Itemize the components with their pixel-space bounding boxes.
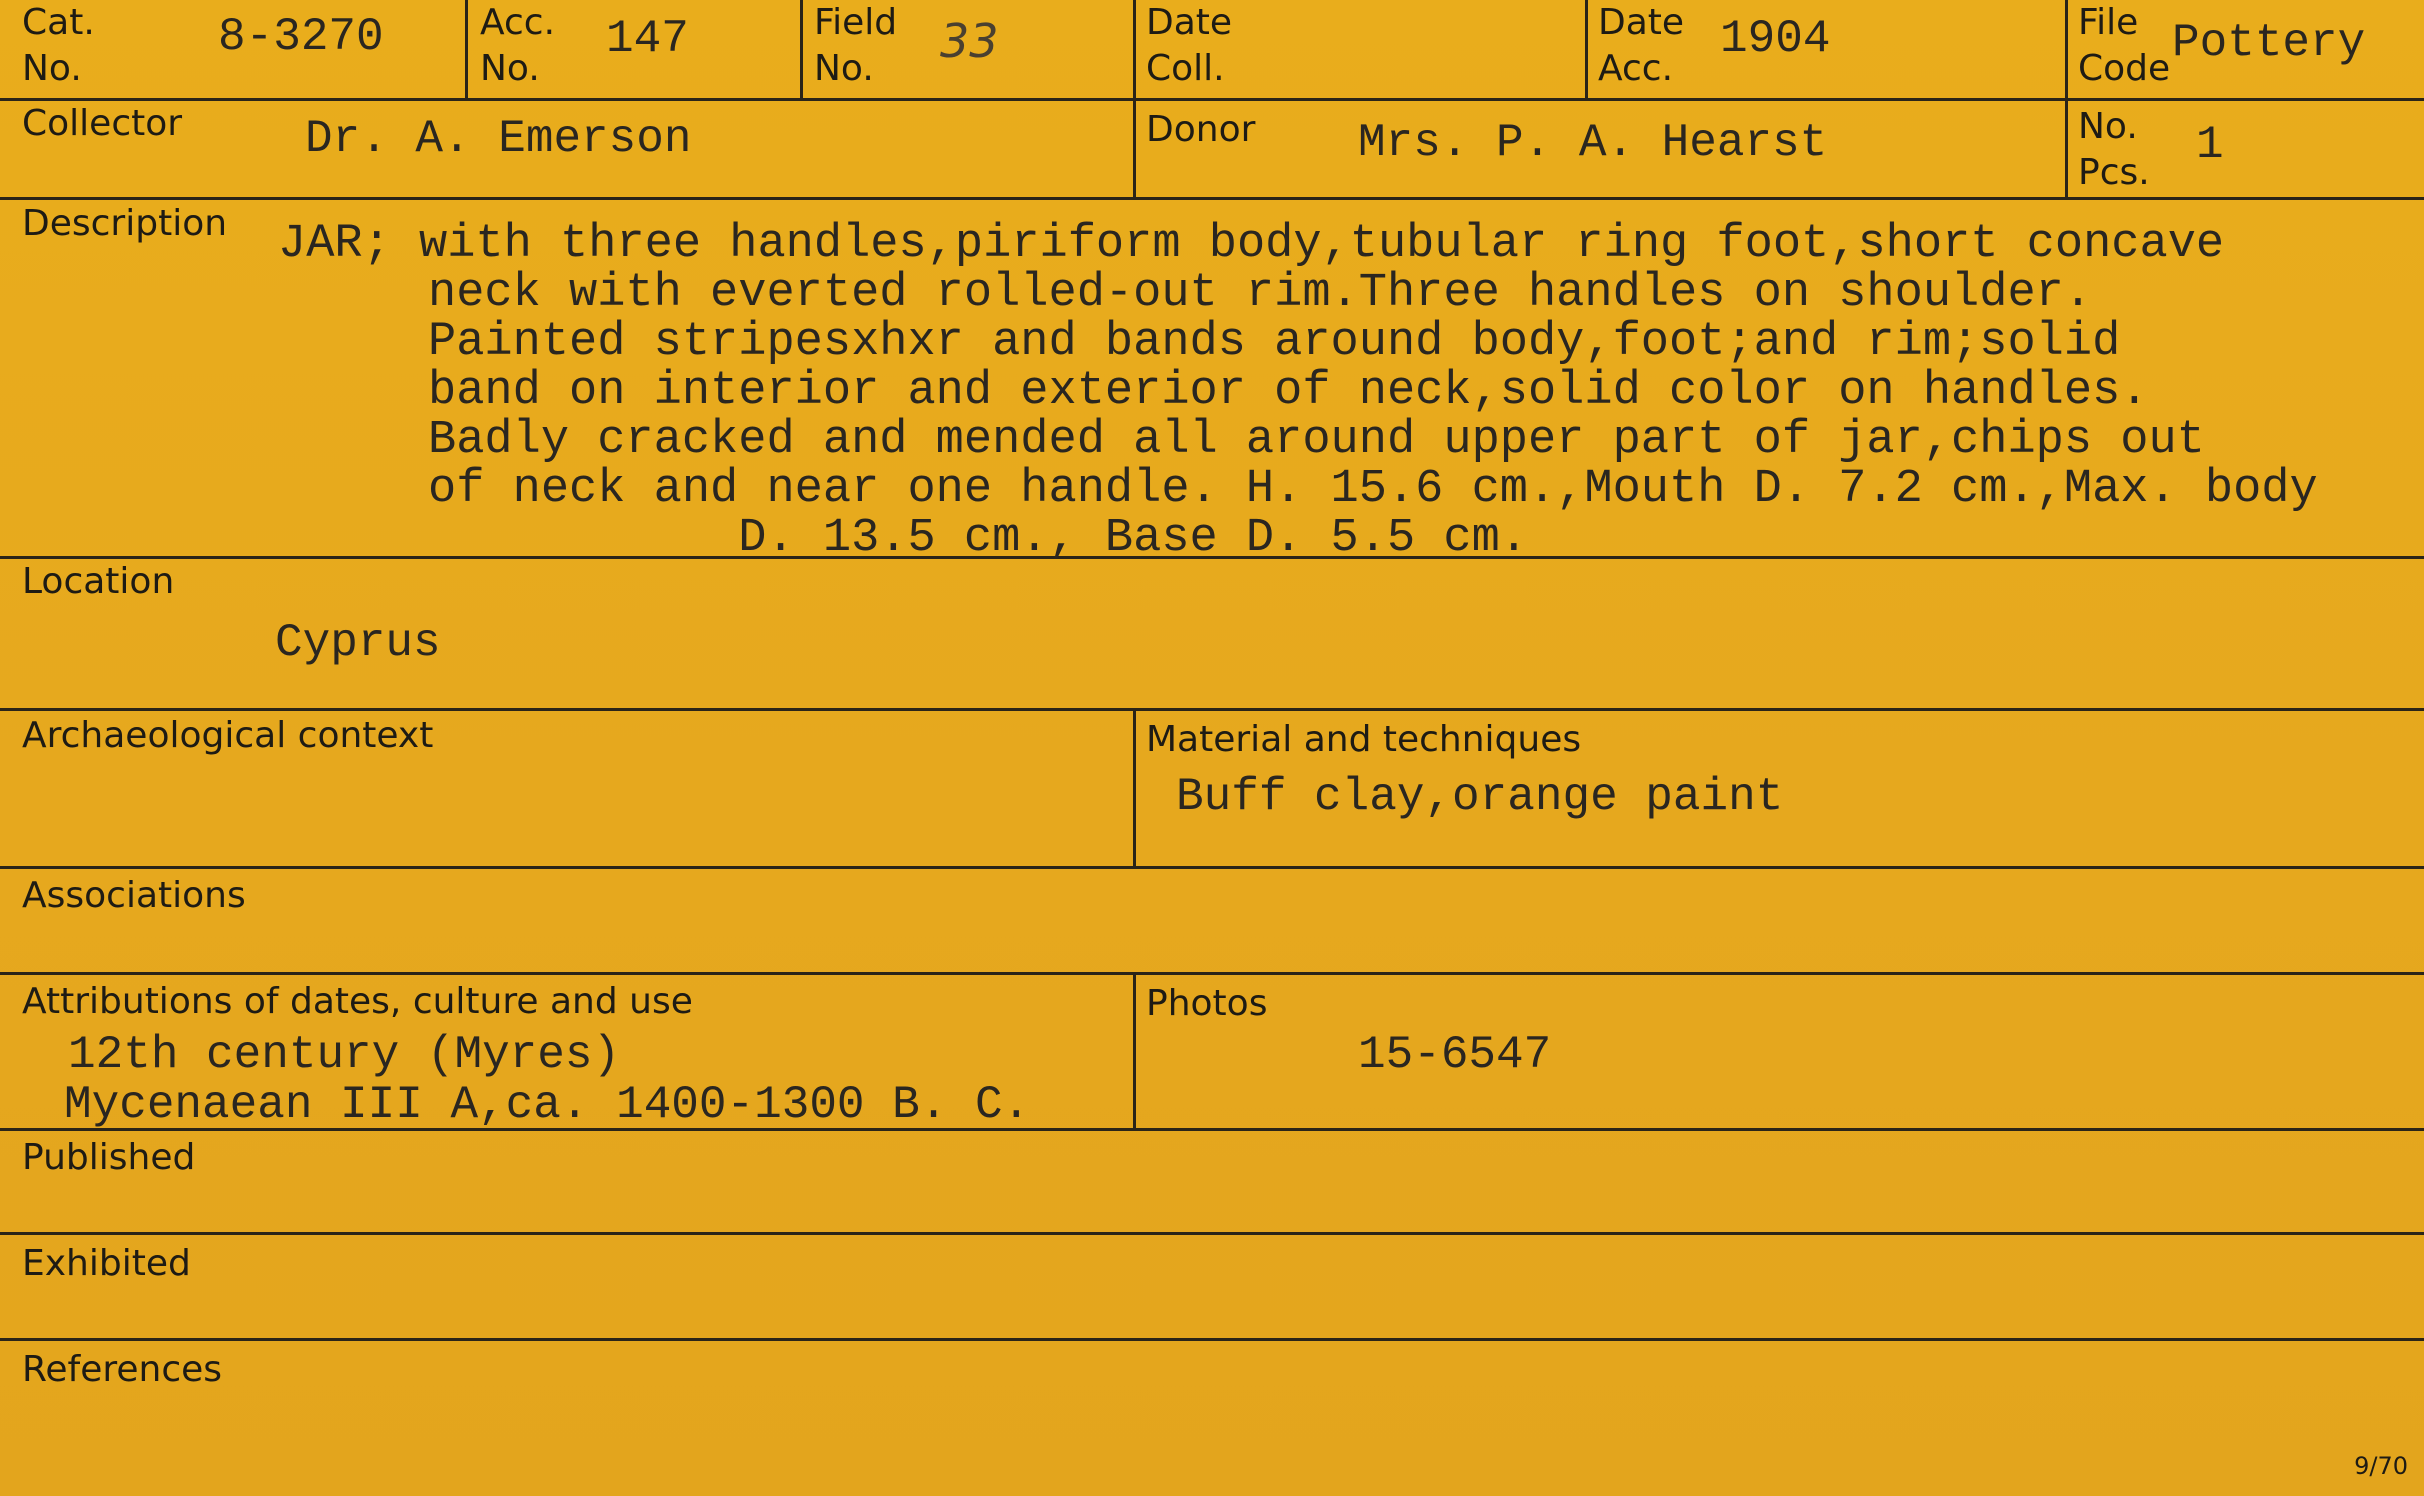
photos-label: Photos [1146,983,1268,1024]
rule-v-cat [465,0,468,98]
rule-row2-bottom [0,197,2424,200]
date-acc-value: 1904 [1720,13,1831,65]
rule-header-bottom [0,98,2424,101]
rule-published-bottom [0,1232,2424,1235]
published-label: Published [22,1137,196,1178]
rule-v-photos [1133,972,1136,1128]
pcs-label: No. Pcs. [2078,106,2150,193]
pcs-value: 1 [2196,119,2224,171]
description-line: JAR; with three handles,piriform body,tubular ring foot,short concave [278,218,2225,271]
cat-no-label: Cat. No. [22,2,95,89]
description-line: of neck and near one handle. H. 15.6 cm.,Mouth D. 7.2 cm.,Max. body [428,463,2318,516]
photos-value: 15-6547 [1358,1029,1552,1081]
description-label: Description [22,203,228,244]
rule-v-field [1133,0,1136,197]
field-no-label: Field No. [814,2,898,89]
description-line: D. 13.5 cm., Base D. 5.5 cm. [428,512,1528,565]
location-value: Cyprus [275,617,441,669]
field-no-value: 33 [940,14,999,68]
file-code-value: Pottery [2172,17,2366,69]
material-value: Buff clay,orange paint [1176,771,1784,823]
acc-no-label: Acc. No. [480,2,556,89]
rule-v-filecode [2065,0,2068,197]
archaeological-context-label: Archaeological context [22,715,434,756]
cat-no-value: 8-3270 [218,11,384,63]
exhibited-label: Exhibited [22,1243,191,1284]
donor-value: Mrs. P. A. Hearst [1358,117,1828,169]
location-label: Location [22,561,175,602]
attributions-line-1: 12th century (Myres) [68,1029,621,1081]
acc-no-value: 147 [606,13,689,65]
collector-value: Dr. A. Emerson [305,113,692,165]
form-code: 9/70 [2354,1452,2408,1480]
rule-associations-bottom [0,972,2424,975]
file-code-label: File Code [2078,2,2171,89]
rule-v-acc [800,0,803,98]
attributions-label: Attributions of dates, culture and use [22,981,693,1022]
donor-label: Donor [1146,109,1256,150]
material-label: Material and techniques [1146,719,1582,760]
date-acc-label: Date Acc. [1598,2,1685,89]
description-line: Painted stripesxhxr and bands around body,foot;and rim;solid [428,316,2121,369]
rule-v-material [1133,708,1136,866]
rule-exhibited-bottom [0,1338,2424,1341]
description-block [280,220,2424,563]
references-label: References [22,1349,223,1390]
attributions-line-2: Mycenaean III A,ca. 1400-1300 B. C. [64,1079,1031,1131]
description-line: neck with everted rolled-out rim.Three handles on shoulder. [428,267,2093,320]
date-coll-label: Date Coll. [1146,2,1233,89]
description-line: band on interior and exterior of neck,solid color on handles. [428,365,2149,418]
associations-label: Associations [22,875,246,916]
rule-location-bottom [0,708,2424,711]
rule-v-date [1585,0,1588,98]
rule-context-bottom [0,866,2424,869]
collector-label: Collector [22,103,183,144]
description-line: Badly cracked and mended all around upper part of jar,chips out [428,414,2205,467]
